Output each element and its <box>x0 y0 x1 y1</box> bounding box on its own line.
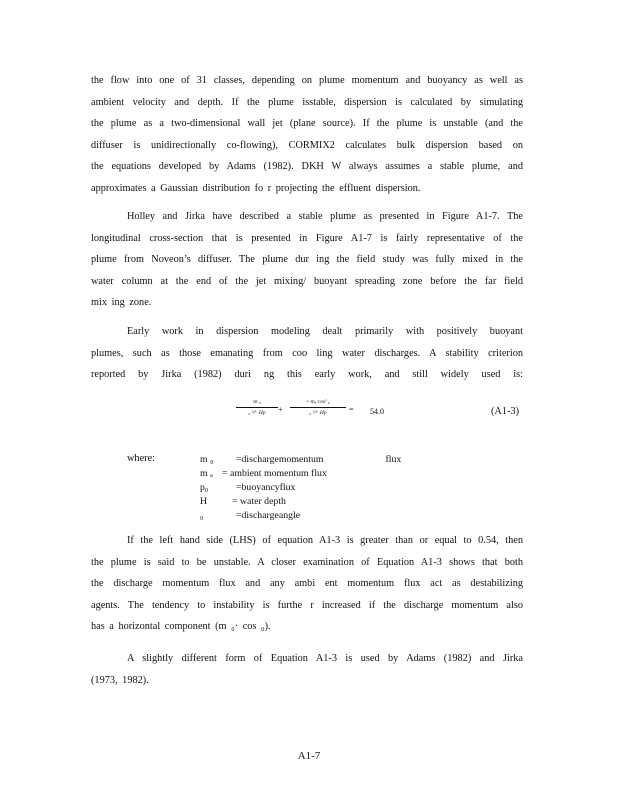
text-line: plume from Noveon’s diffuser. The plume dur ing the field study was fully mixed in the <box>91 254 523 266</box>
where-definition: =buoyancyflux <box>236 482 296 493</box>
where-symbol: H <box>200 496 208 507</box>
text-line: A slightly different form of Equation A1-3 is used by Adams (1982) and Jirka <box>127 653 523 664</box>
text-line: reported by Jirka (1982) duri ng this early work, and still widely used is: <box>91 369 523 381</box>
text-line: longitudinal cross-section that is presented in Figure A1-7 is fairly representative of the <box>91 232 523 244</box>
text-line: the equations developed by Adams (1982). DKH W always assumes a stable plume, and <box>91 161 523 173</box>
text-line: agents. The tendency to instability is furthe r increased if the discharge momentum also <box>91 599 523 611</box>
text-line: Early work in dispersion modeling dealt primarily with positively buoyant <box>127 326 523 337</box>
paragraph-5 <box>91 648 523 691</box>
fraction-bar <box>236 407 278 408</box>
text-line: has a horizontal component (m ₀· cos ₀). <box>91 621 271 633</box>
page-number: A1-7 <box>297 750 321 762</box>
equation-term-2-numerator: + mₐ cos² ₀ <box>306 399 330 405</box>
text-line: the plume as a two-dimensional wall jet (plane source). If the plume is unstable (and the <box>91 118 523 130</box>
paragraph-1 <box>91 70 523 200</box>
paragraph-3 <box>91 321 523 386</box>
text-line: the plume is said to be unstable. A closer examination of Equation A1-3 shows that both <box>91 556 523 568</box>
text-line: (1973, 1982). <box>91 674 149 686</box>
fraction-bar <box>290 407 346 408</box>
text-line: approximates a Gaussian distribution fo r projecting the effluent dispersion. <box>91 182 421 194</box>
equation-term-1-numerator: m ₀ <box>253 399 261 405</box>
text-line: If the left hand side (LHS) of equation A1-3 is greater than or equal to 0.54, then <box>127 535 523 546</box>
where-symbol: p₀ <box>200 482 209 493</box>
text-line: plumes, such as those emanating from coo ling water discharges. A stability criterion <box>91 347 523 359</box>
equation-number: (A1-3) <box>491 406 520 417</box>
where-row <box>200 509 300 523</box>
paragraph-4 <box>91 530 523 638</box>
where-row <box>200 495 286 509</box>
text-line: diffuser is unidirectionally co-flowing), CORMIX2 calculates bulk dispersion based on <box>91 139 523 151</box>
equation-equals: = <box>349 405 354 414</box>
where-symbol: m ₐ <box>200 468 213 479</box>
text-line: ambient velocity and depth. If the plume isstable, dispersion is calculated by simulating <box>91 96 523 108</box>
text-line: the discharge momentum flux and any ambi ent momentum flux act as destabilizing <box>91 578 523 590</box>
where-label: where: <box>127 453 156 464</box>
equation-term-1-denominator: ₀ ⁵⁄³· Hp <box>248 410 266 416</box>
where-definition: =dischargeangle <box>236 510 301 521</box>
where-symbol: ₀ <box>200 510 204 521</box>
equation-term-2-denominator: ₀ ⁵⁄³· Hp <box>309 410 327 416</box>
where-definition-extra: flux <box>385 454 402 465</box>
where-definition: = ambient momentum flux <box>222 468 327 479</box>
text-line: Holley and Jirka have described a stable plume as presented in Figure A1-7. The <box>127 211 523 222</box>
equation <box>236 399 416 433</box>
text-line: water column at the end of the jet mixing/ buoyant spreading zone before the far field <box>91 275 523 287</box>
where-symbol: m ₀ <box>200 454 214 465</box>
where-row <box>200 481 295 495</box>
where-definition: = water depth <box>232 496 286 507</box>
equation-term-1 <box>236 399 278 416</box>
where-row <box>200 467 327 481</box>
text-line: mix ing zone. <box>91 297 152 309</box>
equation-term-2 <box>290 399 346 416</box>
equation-plus: + <box>278 405 283 414</box>
where-definition: =dischargemomentum <box>236 454 324 465</box>
text-line: the flow into one of 31 classes, depending on plume momentum and buoyancy as well as <box>91 75 523 86</box>
where-row <box>200 453 401 467</box>
equation-value: 54.0 <box>370 407 384 416</box>
paragraph-2 <box>91 206 523 314</box>
